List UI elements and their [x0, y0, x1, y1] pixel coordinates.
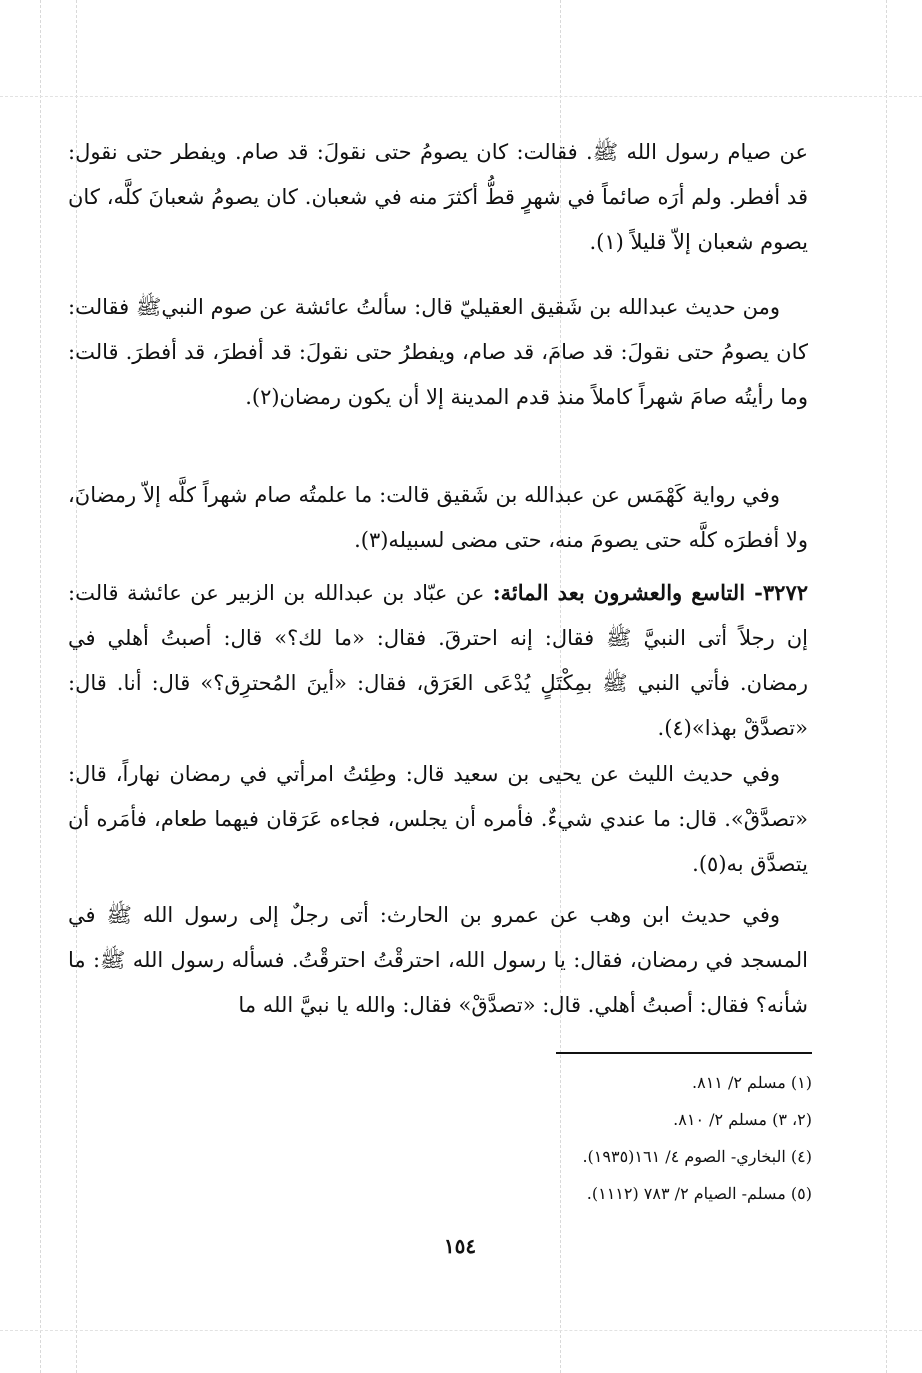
- footnote: (٢، ٣) مسلم ٢/ ٨١٠.: [673, 1110, 812, 1129]
- scan-guide-line: [0, 1330, 922, 1331]
- footnotes: [300, 1064, 812, 1212]
- body-paragraph: [68, 752, 808, 887]
- hadith-heading: - التاسع والعشرون بعد المائة:: [492, 580, 763, 605]
- footnote: (٤) البخاري- الصوم ٤/ ١٦١(١٩٣٥).: [582, 1147, 812, 1166]
- paragraph-text: ومن حديث عبدالله بن شَقيق العقيليّ قال: سألتُ عائشة عن صوم النبيﷺ فقالت: كان يصومُ حتى نقولَ: قد صامَ، قد صام، ويفطرُ حتى نقولَ: قد أفطرَ، قد أفطرَ. قالت: وما رأيتُه صامَ شهراً كاملاً منذ قدم المدينة إلا أن يكون رمضان(٢).: [68, 295, 808, 409]
- paragraph-text: عن صيام رسول الله ﷺ. فقالت: كان يصومُ حتى نقولَ: قد صام. ويفطر حتى نقول: قد أفطر. ولم أرَه صائماً في شهرٍ قطُّ أكثرَ منه في شعبان. كان يصومُ شعبانَ كلَّه، كان يصوم شعبان إلاّ قليلاً (١).: [68, 140, 808, 254]
- scan-guide-line: [40, 0, 41, 1373]
- hadith-paragraph: [68, 570, 808, 751]
- paragraph-text: وفي حديث ابن وهب عن عمرو بن الحارث: أتى رجلٌ إلى رسول الله ﷺ في المسجد في رمضان، فقال: يا رسول الله، احترقْتُ احترقْتُ. فسأله رسول الله ﷺ: ما شأنه؟ فقال: أصبتُ أهلي. قال: «تصدَّقْ» فقال: والله يا نبيَّ الله ما: [68, 903, 808, 1017]
- scan-guide-line: [886, 0, 887, 1373]
- body-paragraph: [68, 285, 808, 420]
- body-paragraph: [68, 893, 808, 1028]
- paragraph-text: عن عبّاد بن عبدالله بن الزبير عن عائشة قالت: إن رجلاً أتى النبيَّ ﷺ فقال: إنه احترقَ. فقال: «ما لك؟» قال: أصبتُ أهلي في رمضان. فأتي النبي ﷺ بمِكْتَلٍ يُدْعَى العَرَق، فقال: «أينَ المُحترِق؟» قال: أنا. قال: «تصدَّقْ بهذا»(٤).: [68, 581, 808, 740]
- body-paragraph: [68, 130, 808, 265]
- footnote: (٥) مسلم- الصيام ٢/ ٧٨٣ (١١١٢).: [586, 1184, 812, 1203]
- body-paragraph: [68, 473, 808, 563]
- footnote-separator: [556, 1052, 812, 1054]
- scan-guide-line: [0, 96, 922, 97]
- paragraph-text: وفي رواية كَهْمَس عن عبدالله بن شَقيق قالت: ما علمتُه صام شهراً كلَّه إلاّ رمضانَ، ولا أفطرَه كلَّه حتى يصومَ منه، حتى مضى لسبيله(٣).: [68, 483, 808, 552]
- hadith-entry: [68, 570, 808, 751]
- hadith-number: ٣٢٧٢: [762, 580, 809, 605]
- paragraph-text: وفي حديث الليث عن يحيى بن سعيد قال: وطِئتُ امرأتي في رمضان نهاراً، قال: «تصدَّقْ». قال: ما عندي شيءٌ. فأمره أن يجلس، فجاءه عَرَقان فيهما طعام، فأمَره أن يتصدَّق به(٥).: [68, 762, 808, 876]
- footnote: (١) مسلم ٢/ ٨١١.: [692, 1073, 812, 1092]
- page-number: ١٥٤: [443, 1234, 477, 1258]
